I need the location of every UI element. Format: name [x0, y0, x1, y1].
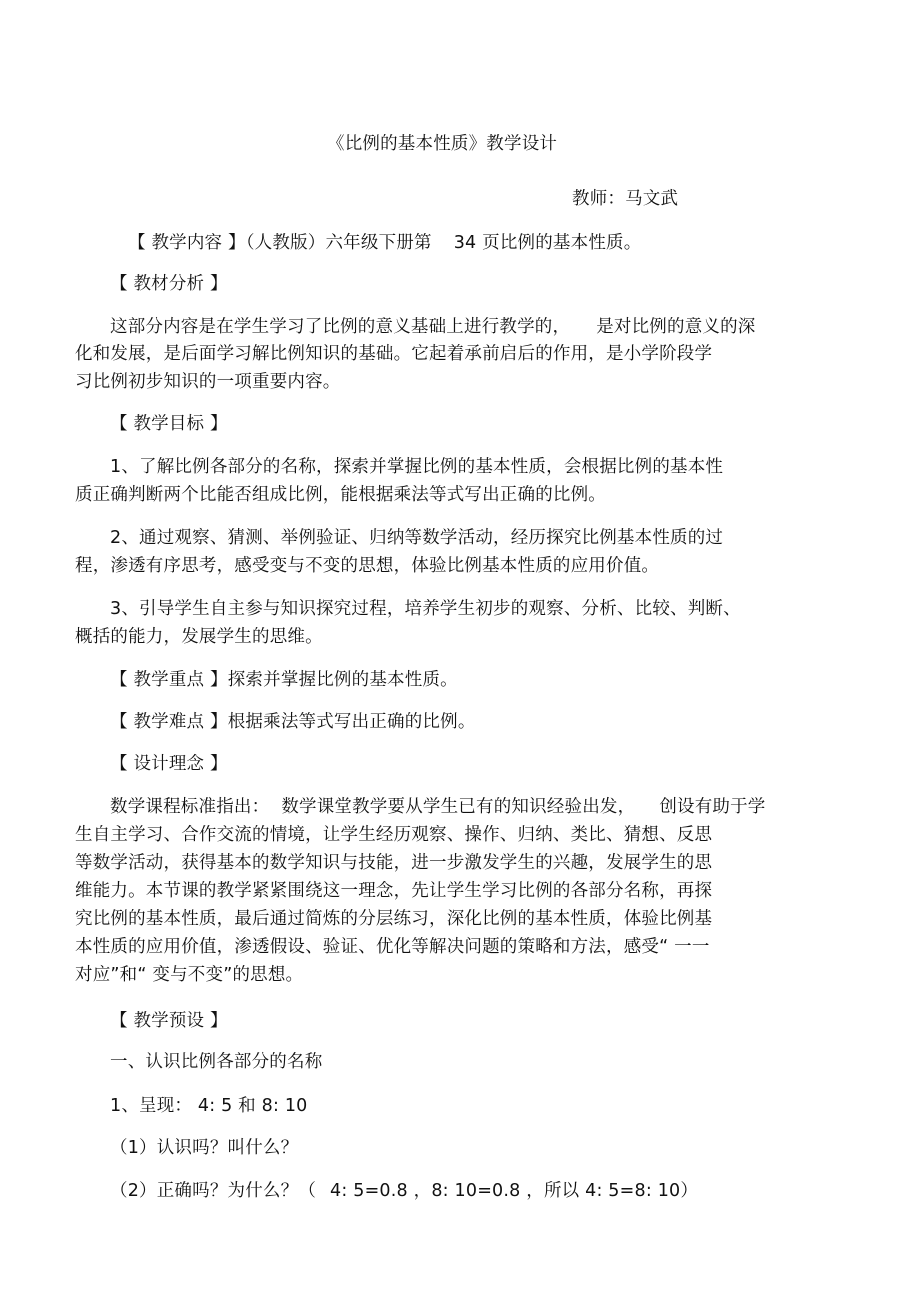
preset-section-1: 一、认识比例各部分的名称: [110, 1052, 323, 1072]
concept-line-7: 对应”和“ 变与不变”的思想。: [75, 965, 304, 985]
concept-line-2: 生自主学习、合作交流的情境，让学生经历观察、操作、归纳、类比、猜想、反思: [75, 825, 713, 845]
content-line: [128, 231, 641, 255]
content-text-b: 34 页比例的基本性质。: [453, 233, 642, 253]
analysis-line-3: 习比例初步知识的一项重要内容。: [75, 372, 341, 392]
analysis-line-1a: 这部分内容是在学生学习了比例的意义基础上进行教学的，: [110, 317, 571, 337]
preset-question-1: （1）认识吗？叫什么？: [110, 1138, 299, 1158]
page-title: 《比例的基本性质》教学设计: [327, 134, 558, 154]
preset-question-2a: （2）正确吗？为什么？（: [110, 1181, 317, 1201]
analysis-line-1: [110, 315, 756, 339]
preset-heading: 【 教学预设 】: [110, 1011, 228, 1031]
analysis-heading: 【 教材分析 】: [110, 274, 228, 294]
concept-line-6: 本性质的应用价值，渗透假设、验证、优化等解决问题的策略和方法，感受“ 一一: [75, 937, 710, 957]
preset-question-2b: 4: 5=0.8 ，8: 10=0.8 ，所以 4: 5=8: 10）: [330, 1181, 699, 1201]
goals-line-3: 2、通过观察、猜测、举例验证、归纳等数学活动，经历探究比例基本性质的过: [110, 528, 724, 548]
analysis-line-1b: 是对比例的意义的深: [596, 317, 756, 337]
key-point-line: [110, 668, 458, 692]
difficulty-text: 根据乘法等式写出正确的比例。: [227, 712, 476, 732]
concept-line-5: 究比例的基本性质，最后通过简炼的分层练习，深化比例的基本性质，体验比例基: [75, 909, 713, 929]
concept-line-1: [110, 795, 766, 819]
content-text-a: （人教版）六年级下册第: [245, 233, 432, 253]
difficulty-line: [110, 710, 476, 734]
concept-heading: 【 设计理念 】: [110, 754, 228, 774]
goals-line-6: 概括的能力，发展学生的思维。: [75, 627, 323, 647]
key-point-heading: 【 教学重点 】: [110, 670, 228, 690]
goals-line-2: 质正确判断两个比能否组成比例，能根据乘法等式写出正确的比例。: [75, 485, 606, 505]
preset-item-1: 1、呈现： 4: 5 和 8: 10: [110, 1096, 308, 1116]
goals-heading: 【 教学目标 】: [110, 414, 228, 434]
concept-line-1a: 数学课程标准指出：: [110, 797, 270, 817]
goals-line-1: 1、了解比例各部分的名称，探索并掌握比例的基本性质，会根据比例的基本性: [110, 457, 724, 477]
preset-question-2: [110, 1179, 698, 1203]
concept-line-1c: 创设有助于学: [659, 797, 766, 817]
difficulty-heading: 【 教学难点 】: [110, 712, 228, 732]
concept-line-4: 维能力。本节课的教学紧紧围绕这一理念，先让学生学习比例的各部分名称，再探: [75, 881, 713, 901]
content-heading: 【 教学内容 】: [128, 233, 246, 253]
analysis-line-2: 化和发展，是后面学习解比例知识的基础。它起着承前启后的作用，是小学阶段学: [75, 344, 713, 364]
teacher-name: 教师：马文武: [572, 189, 679, 209]
concept-line-3: 等数学活动，获得基本的数学知识与技能，进一步激发学生的兴趣，发展学生的思: [75, 853, 713, 873]
concept-line-1b: 数学课堂教学要从学生已有的知识经验出发，: [281, 797, 636, 817]
goals-line-4: 程，渗透有序思考，感受变与不变的思想，体验比例基本性质的应用价值。: [75, 556, 660, 576]
goals-line-5: 3、引导学生自主参与知识探究过程，培养学生初步的观察、分析、比较、判断、: [110, 599, 741, 619]
key-point-text: 探索并掌握比例的基本性质。: [227, 670, 458, 690]
